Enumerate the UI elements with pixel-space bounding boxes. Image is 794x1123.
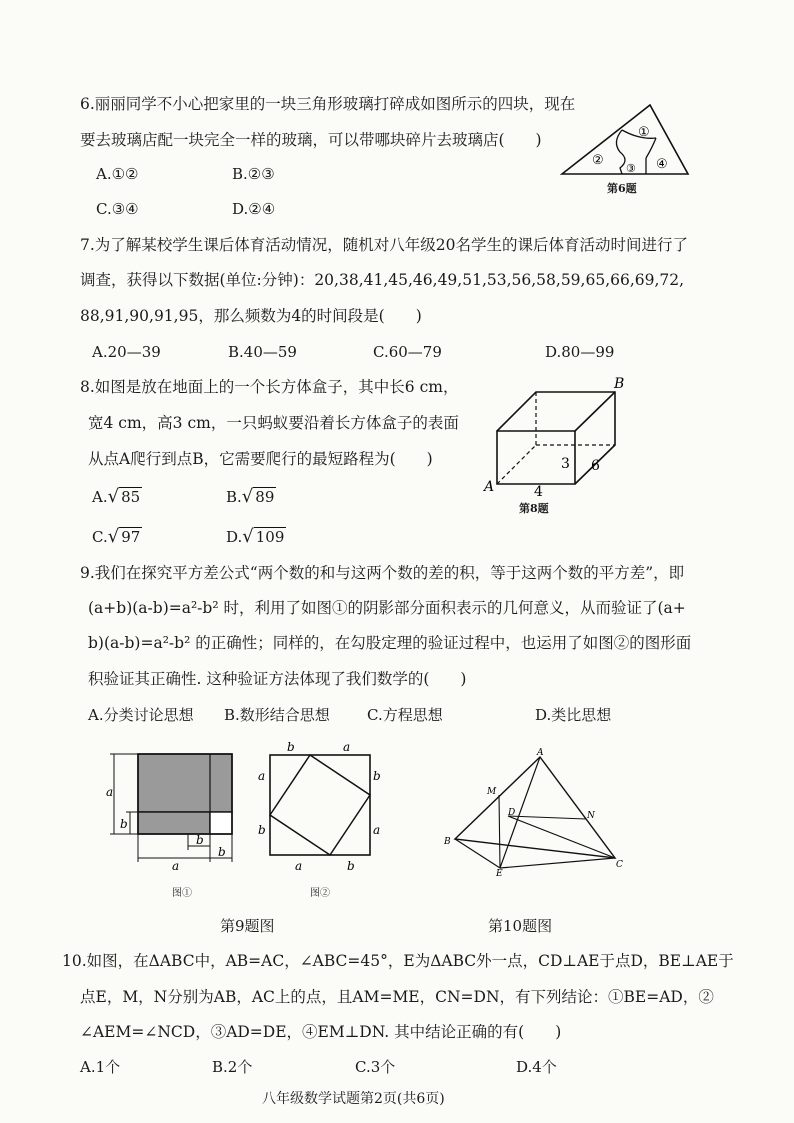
q6-option-b: B.②③	[232, 165, 275, 183]
q6-figure	[560, 102, 695, 192]
q8-line1: 8.如图是放在地面上的一个长方体盒子，其中长6 cm，	[80, 378, 459, 396]
q7-line2: 调查，获得以下数据(单位:分钟)：20,38,41,45,46,49,51,53,56,58,59,65,66,69,72,	[80, 271, 685, 289]
q6-option-c: C.③④	[96, 200, 139, 218]
q10-line2: 点E，M，N分别为AB，AC上的点，且AM=ME，CN=DN，有下列结论：①BE=AD，②	[80, 988, 714, 1006]
q8-point-a: A	[484, 479, 495, 495]
q10-point-d: D	[508, 808, 516, 818]
q10-line1: 10.如图，在ΔABC中，AB=AC，∠ABC=45°，E为ΔABC外一点，CD⊥AE于点D，BE⊥AE于	[62, 952, 734, 970]
q9-fig2	[255, 742, 385, 882]
q10-option-c: C.3个	[355, 1058, 396, 1076]
q10-point-a: A	[537, 748, 544, 758]
q9-option-a: A.分类讨论思想	[88, 706, 194, 724]
q9-option-b: B.数形结合思想	[224, 706, 330, 724]
q7-line3: 88,91,90,91,95，那么频数为4的时间段是( )	[80, 307, 422, 325]
q6-figure-caption: 第6题	[607, 182, 637, 195]
q10-point-n: N	[587, 811, 595, 821]
q6-line2: 要去玻璃店配一块完全一样的玻璃，可以带哪块碎片去玻璃店( )	[80, 131, 542, 149]
q6-label-3: ③	[626, 162, 636, 175]
q10-line3: ∠AEM=∠NCD，③AD=DE，④EM⊥DN. 其中结论正确的有( )	[80, 1023, 562, 1041]
q10-point-b: B	[444, 837, 451, 847]
q8-height-label: 3	[561, 456, 570, 472]
svg-text:b: b	[196, 833, 204, 847]
q8-length-label: 6	[591, 458, 600, 474]
q7-line1: 7.为了解某校学生课后体育活动情况，随机对八年级20名学生的课后体育活动时间进行了	[80, 236, 689, 254]
svg-text:b: b	[218, 845, 226, 859]
q9-line3: b)(a-b)=a²-b² 的正确性；同样的，在勾股定理的验证过程中，也运用了如图②的图形面	[88, 634, 692, 652]
svg-text:a: a	[343, 740, 351, 754]
svg-text:b: b	[287, 740, 295, 754]
q9-line2: (a+b)(a-b)=a²-b² 时，利用了如图①的阴影部分面积表示的几何意义，从而验证了(a+	[88, 599, 686, 617]
q10-option-b: B.2个	[212, 1058, 253, 1076]
q8-option-c: C.√ 97	[92, 526, 141, 547]
q10-point-e: E	[496, 869, 503, 879]
q7-option-d: D.80—99	[545, 343, 615, 361]
q6-label-1: ①	[638, 125, 650, 140]
q6-option-d: D.②④	[232, 200, 276, 218]
svg-text:a: a	[295, 859, 303, 873]
q8-line2: 宽4 cm，高3 cm，一只蚂蚁要沿着长方体盒子的表面	[88, 414, 459, 432]
q8-figure-caption: 第8题	[519, 502, 549, 515]
q9-fig1	[100, 748, 240, 878]
q7-option-a: A.20—39	[92, 343, 161, 361]
q6-line1: 6.丽丽同学不小心把家里的一块三角形玻璃打碎成如图所示的四块，现在	[80, 95, 576, 113]
q7-option-b: B.40—59	[228, 343, 297, 361]
q7-option-c: C.60—79	[373, 343, 442, 361]
svg-text:a: a	[106, 785, 114, 799]
svg-text:b: b	[120, 817, 128, 831]
q8-box-figure	[480, 374, 630, 499]
q8-option-d: D.√ 109	[226, 526, 285, 547]
q8-line3: 从点A爬行到点B，它需要爬行的最短路程为( )	[88, 450, 433, 468]
q6-option-a: A.①②	[96, 165, 139, 183]
q8-option-b: B.√ 89	[226, 486, 275, 507]
q10-option-d: D.4个	[516, 1058, 557, 1076]
svg-text:a: a	[258, 769, 266, 783]
q10-point-m: M	[487, 787, 497, 797]
q9-figure-caption: 第9题图	[220, 917, 275, 935]
page-footer: 八年级数学试题第2页(共6页)	[262, 1091, 445, 1107]
q10-point-c: C	[616, 860, 623, 870]
q9-option-d: D.类比思想	[535, 706, 612, 724]
q8-point-b: B	[614, 376, 625, 392]
q6-label-4: ④	[656, 157, 668, 172]
svg-text:a: a	[172, 859, 180, 873]
q10-figure	[440, 745, 640, 880]
q6-label-2: ②	[592, 153, 604, 168]
q9-line1: 9.我们在探究平方差公式“两个数的和与这两个数的差的积，等于这两个数的平方差”，即	[80, 564, 685, 582]
svg-text:b: b	[347, 859, 355, 873]
q9-fig2-caption: 图②	[310, 888, 330, 899]
q10-option-a: A.1个	[80, 1058, 121, 1076]
q9-option-c: C.方程思想	[367, 706, 443, 724]
q10-figure-caption: 第10题图	[488, 917, 553, 935]
q9-fig1-caption: 图①	[172, 888, 192, 899]
svg-text:a: a	[373, 823, 381, 837]
q9-line4: 积验证其正确性. 这种验证方法体现了我们数学的( )	[88, 670, 467, 688]
svg-text:b: b	[258, 823, 266, 837]
q8-option-a: A.√ 85	[92, 486, 141, 507]
svg-text:b: b	[373, 769, 381, 783]
q8-width-label: 4	[534, 484, 543, 500]
